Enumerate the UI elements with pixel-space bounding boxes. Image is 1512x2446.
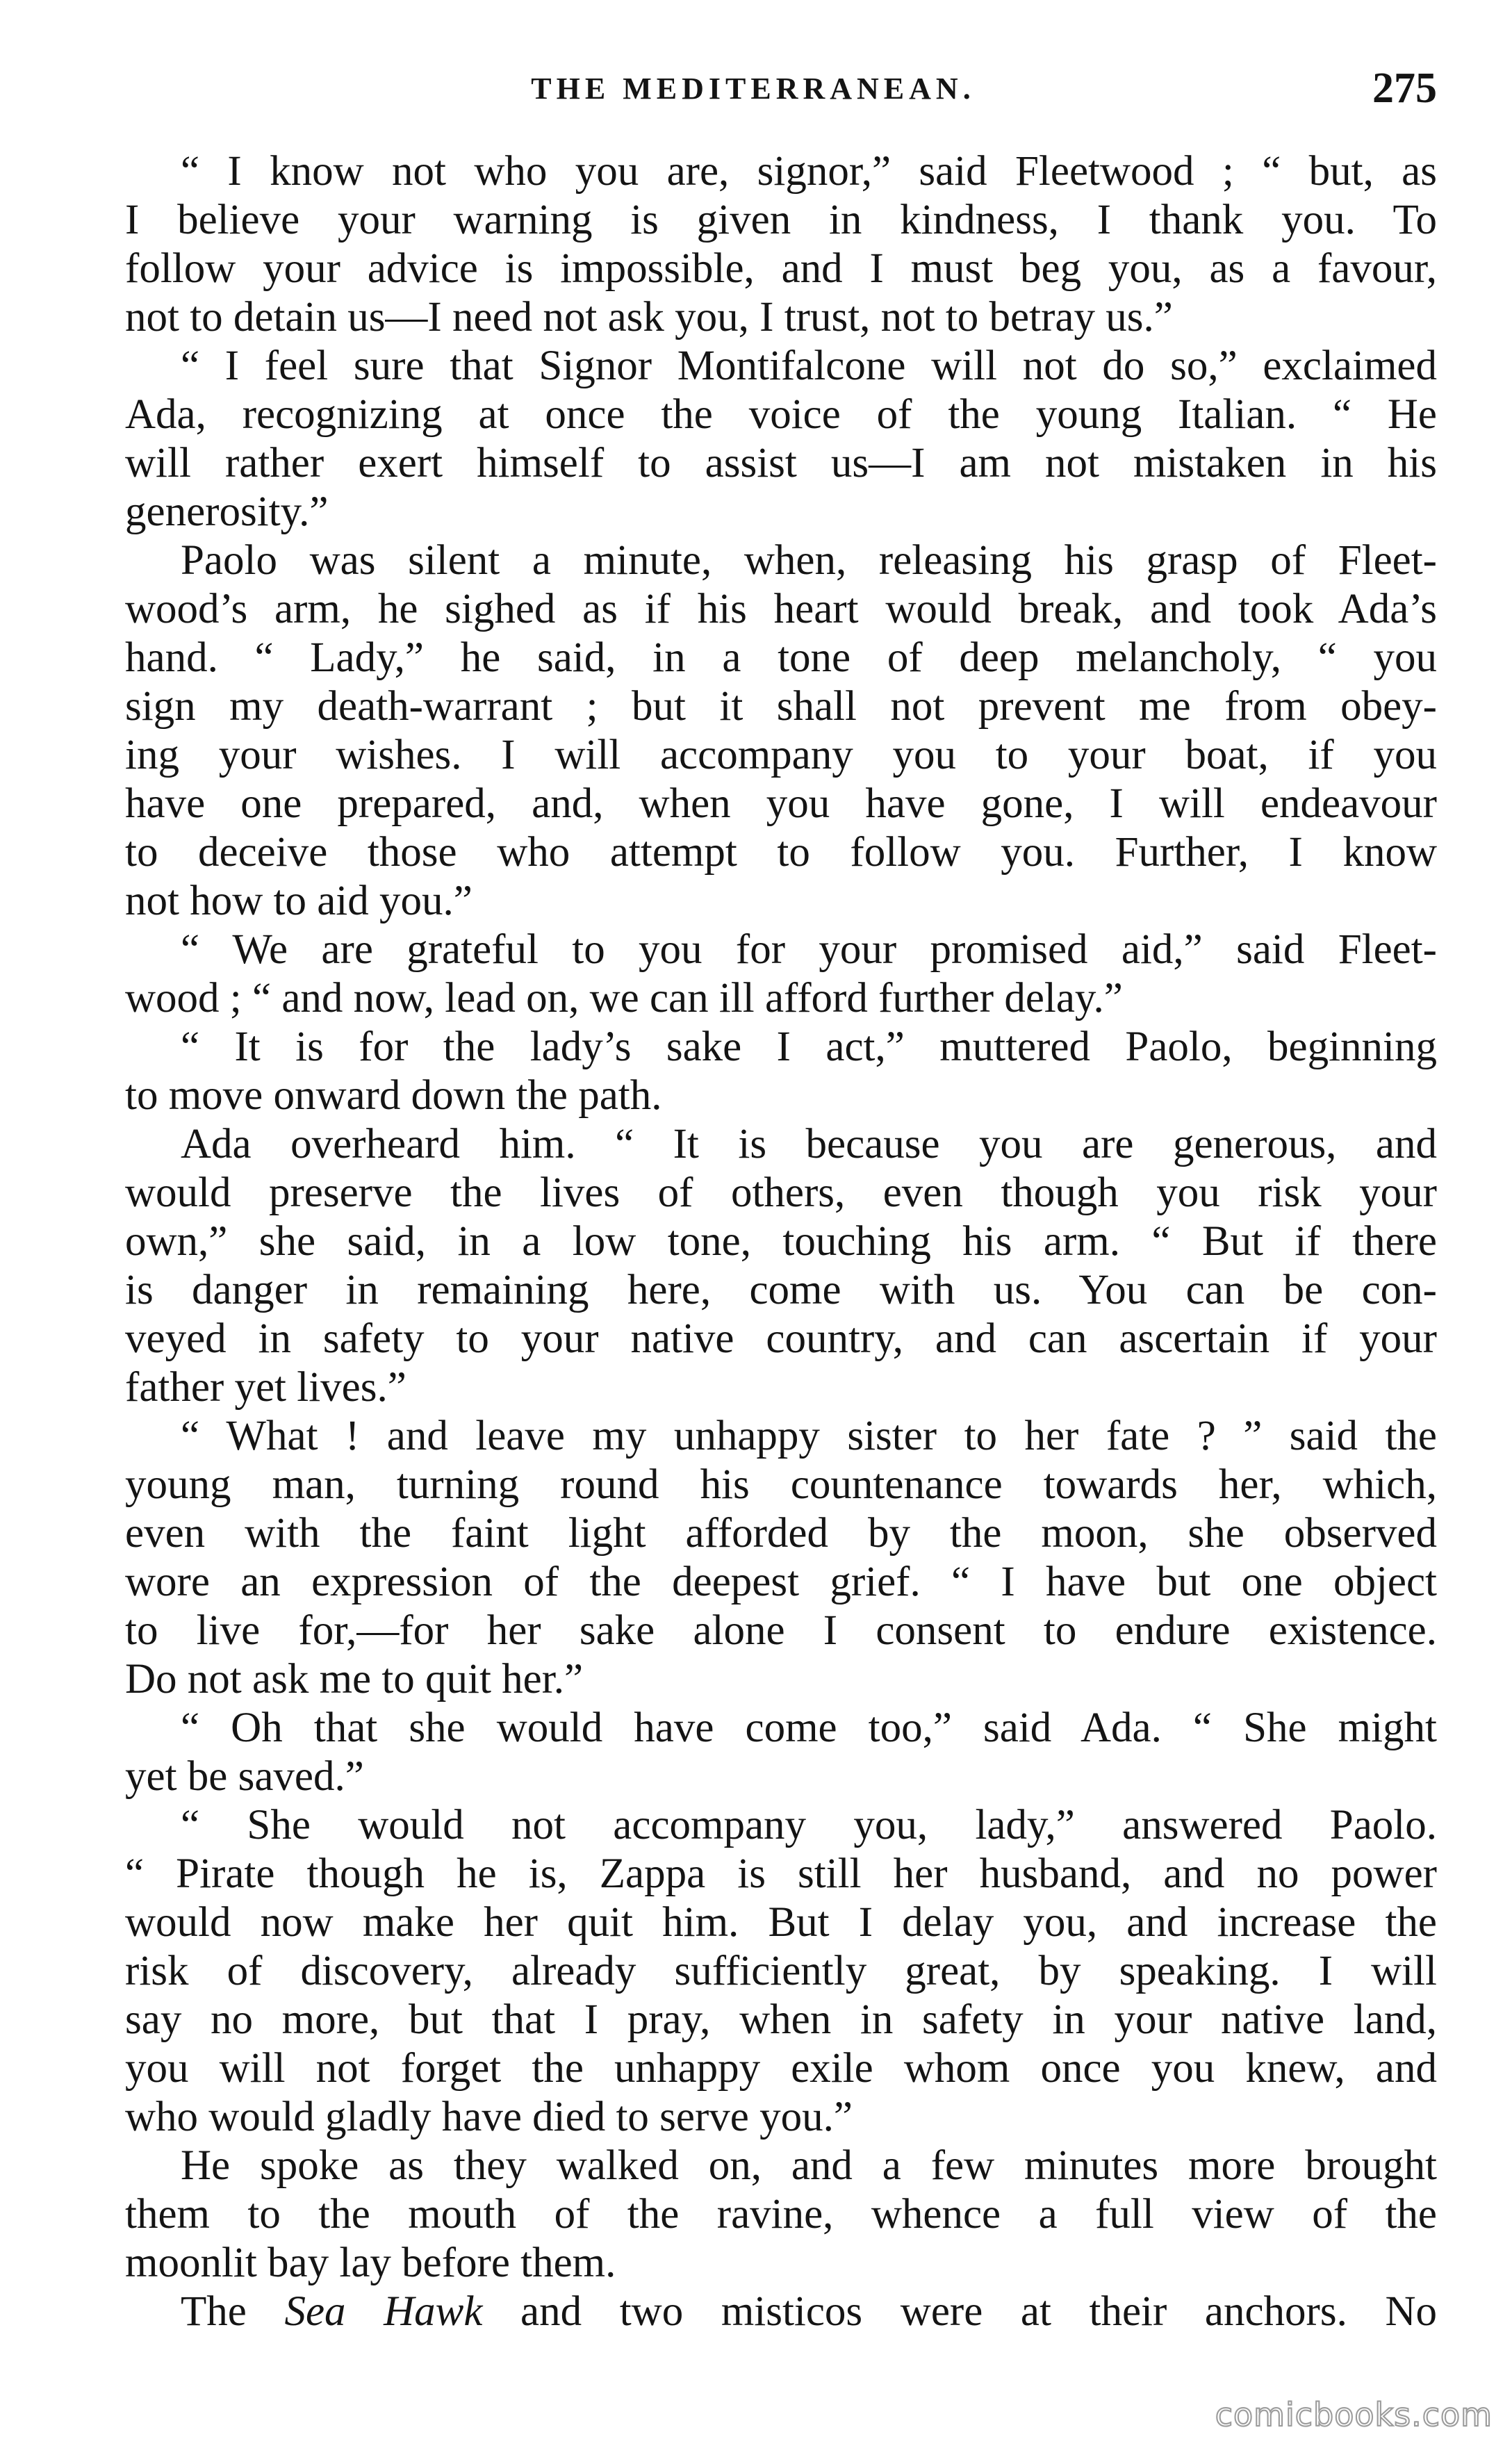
- text-line: “ What ! and leave my unhappy sister to her fate ? ” said the: [181, 1413, 1437, 1459]
- text-line: is danger in remaining here, come with us. You can be con-: [125, 1267, 1437, 1313]
- text-line: Do not ask me to quit her.”: [125, 1656, 584, 1702]
- body-text: [69, 147, 1437, 2336]
- text-line: say no more, but that I pray, when in safety in your native land,: [125, 1996, 1437, 2043]
- text-line: [69, 2288, 1437, 2336]
- text-line: “ It is for the lady’s sake I act,” muttered Paolo, beginning: [181, 1024, 1437, 1070]
- text-line: to deceive those who attempt to follow you. Further, I know: [125, 829, 1437, 876]
- text-line: father yet lives.”: [125, 1364, 406, 1411]
- paragraph: [69, 536, 1437, 926]
- text-line: to move onward down the path.: [125, 1072, 662, 1119]
- text-line: I believe your warning is given in kindness, I thank you. To: [125, 197, 1437, 243]
- text-line: wood’s arm, he sighed as if his heart would break, and took Ada’s: [125, 586, 1437, 632]
- ship-name: Sea Hawk: [284, 2288, 483, 2335]
- text-line: “ I feel sure that Signor Montifalcone will not do so,” exclaimed: [181, 343, 1437, 389]
- text-line: follow your advice is impossible, and I must beg you, as a favour,: [125, 245, 1437, 292]
- text-line: ing your wishes. I will accompany you to your boat, if you: [125, 732, 1437, 778]
- final-text-before: The: [181, 2288, 285, 2335]
- text-line: He spoke as they walked on, and a few minutes more brought: [181, 2142, 1437, 2189]
- text-line: not to detain us—I need not ask you, I trust, not to betray us.”: [125, 294, 1173, 340]
- running-title: THE MEDITERRANEAN.: [531, 72, 976, 106]
- text-line: hand. “ Lady,” he said, in a tone of deep melancholy, “ you: [125, 634, 1437, 681]
- paragraph: [69, 1120, 1437, 1412]
- text-line: wood ; “ and now, lead on, we can ill afford further delay.”: [125, 975, 1123, 1021]
- watermark-logo: comicbooks.com: [1215, 2396, 1493, 2433]
- text-line: Paolo was silent a minute, when, releasing his grasp of Fleet-: [181, 537, 1437, 584]
- text-line: them to the mouth of the ravine, whence a full view of the: [125, 2191, 1437, 2238]
- text-line: Ada, recognizing at once the voice of the young Italian. “ He: [125, 391, 1437, 438]
- text-line: would now make her quit him. But I delay you, and increase the: [125, 1899, 1437, 1946]
- paragraph: [69, 1412, 1437, 1704]
- text-line: yet be saved.”: [125, 1753, 364, 1800]
- paragraph: [69, 1801, 1437, 2142]
- text-line: you will not forget the unhappy exile whom once you knew, and: [125, 2045, 1437, 2092]
- text-line: even with the faint light afforded by the moon, she observed: [125, 1510, 1437, 1557]
- text-line: “ She would not accompany you, lady,” answered Paolo.: [181, 1802, 1437, 1848]
- text-line: would preserve the lives of others, even though you risk your: [125, 1169, 1437, 1216]
- final-paragraph: [69, 2288, 1437, 2336]
- text-line: sign my death-warrant ; but it shall not prevent me from obey-: [125, 683, 1437, 730]
- text-line: wore an expression of the deepest grief. “ I have but one object: [125, 1559, 1437, 1605]
- text-line: risk of discovery, already sufficiently great, by speaking. I will: [125, 1948, 1437, 1994]
- paragraph: [69, 926, 1437, 1023]
- paragraph: [69, 1704, 1437, 1801]
- text-line: “ I know not who you are, signor,” said Fleetwood ; “ but, as: [181, 148, 1437, 195]
- text-line: “ Oh that she would have come too,” said Ada. “ She might: [181, 1705, 1437, 1751]
- text-line: not how to aid you.”: [125, 878, 472, 924]
- final-text-after: and two misticos were at their anchors. No: [482, 2288, 1437, 2335]
- text-line: “ Pirate though he is, Zappa is still her husband, and no power: [125, 1850, 1437, 1897]
- text-line: own,” she said, in a low tone, touching his arm. “ But if there: [125, 1218, 1437, 1265]
- paragraph: [69, 147, 1437, 342]
- paragraph: [69, 342, 1437, 536]
- text-line: young man, turning round his countenance towards her, which,: [125, 1461, 1437, 1508]
- text-line: have one prepared, and, when you have gone, I will endeavour: [125, 780, 1437, 827]
- running-head: [69, 64, 1437, 120]
- text-line: veyed in safety to your native country, and can ascertain if your: [125, 1315, 1437, 1362]
- text-line: to live for,—for her sake alone I consent to endure existence.: [125, 1607, 1437, 1654]
- text-line: generosity.”: [125, 489, 329, 535]
- paragraph: [69, 1023, 1437, 1120]
- text-line: who would gladly have died to serve you.”: [125, 2094, 853, 2140]
- text-line: “ We are grateful to you for your promised aid,” said Fleet-: [181, 926, 1437, 973]
- text-line: Ada overheard him. “ It is because you are generous, and: [181, 1121, 1437, 1167]
- text-line: will rather exert himself to assist us—I am not mistaken in his: [125, 440, 1437, 486]
- text-line: moonlit bay lay before them.: [125, 2240, 616, 2286]
- paragraph: [69, 2142, 1437, 2288]
- page-number: 275: [1372, 65, 1437, 112]
